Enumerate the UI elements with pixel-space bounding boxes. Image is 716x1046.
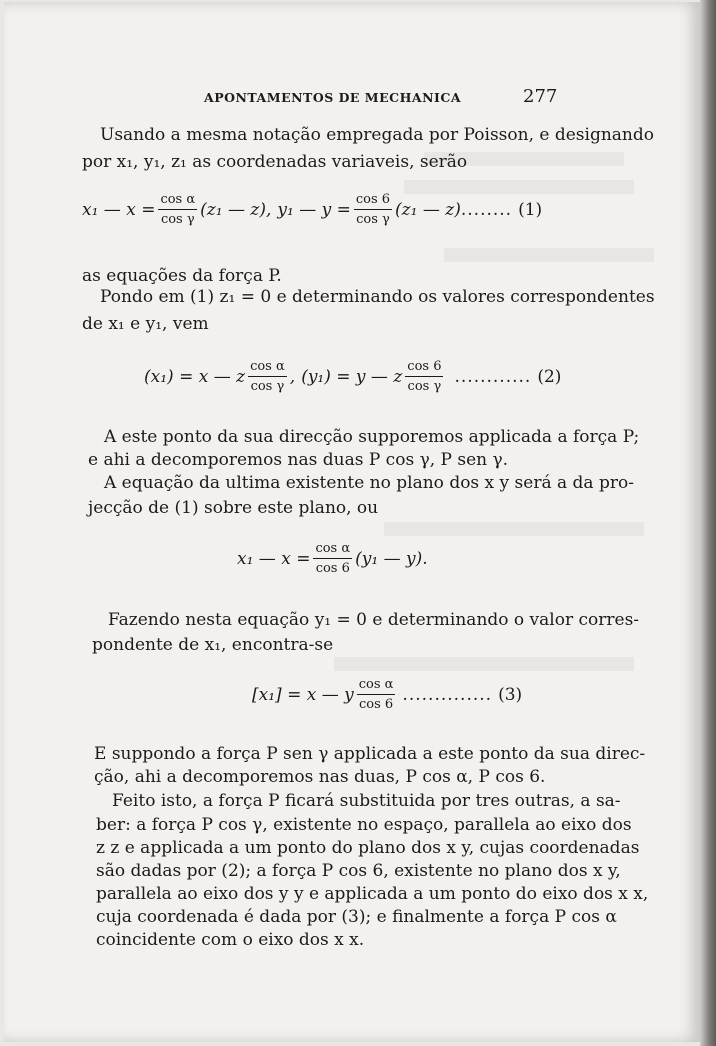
text-line: ber: a força P cos γ, existente no espaço, parallela ao eixo dos	[96, 815, 632, 835]
bleed-through	[384, 522, 644, 536]
eq4-number: (3)	[498, 684, 523, 705]
eq1-leader-dots: ........	[460, 199, 513, 220]
text-line: coincidente com o eixo dos x x.	[96, 930, 365, 950]
text-line: são dadas por (2); a força P cos 6, existente no plano dos x y,	[96, 861, 621, 881]
eq2-separator: ,	[289, 366, 296, 387]
eq2-leader-dots: ............	[454, 366, 532, 387]
running-head: APONTAMENTOS DE MECHANICA	[204, 90, 462, 105]
page-number: 277	[523, 86, 558, 107]
text-line: cuja coordenada é dada por (3); e finalmente a força P cos α	[96, 907, 617, 927]
eq1-f1-denominator: cos γ	[160, 212, 195, 227]
text-line: por x₁, y₁, z₁ as coordenadas variaveis, serão	[82, 152, 468, 172]
eq2-lhs1: (x₁) = x — z	[144, 366, 246, 387]
eq1-f2-denominator: cos γ	[356, 212, 390, 227]
eq4-fraction	[357, 677, 396, 712]
eq1-f2-numerator: cos 6	[354, 192, 392, 210]
text-line: z z e applicada a um ponto do plano dos x y, cujas coordenadas	[96, 838, 640, 858]
eq2-f1-denominator: cos γ	[250, 379, 285, 394]
text-line: A este ponto da sua direcção supporemos applicada a força P;	[104, 427, 640, 447]
equation-4	[252, 677, 522, 712]
equation-3	[237, 541, 428, 576]
text-line: Pondo em (1) z₁ = 0 e determinando os valores correspondentes	[100, 287, 655, 307]
eq1-f1-numerator: cos α	[158, 192, 197, 210]
eq4-numerator: cos α	[357, 677, 396, 695]
eq4-lhs: [x₁] = x — y	[252, 684, 354, 705]
eq3-fraction	[313, 541, 352, 576]
book-page	[4, 2, 700, 1042]
text-line: Fazendo nesta equação y₁ = 0 e determinando o valor corres-	[108, 610, 640, 630]
text-line: e ahi a decomporemos nas duas P cos γ, P sen γ.	[88, 450, 509, 470]
text-line: ção, ahi a decomporemos nas duas, P cos α, P cos 6.	[94, 767, 546, 787]
bleed-through	[334, 657, 634, 671]
page-edge-shadow	[700, 0, 716, 1046]
text-line: as equações da força P.	[82, 266, 282, 286]
eq2-fraction-2	[405, 359, 443, 394]
eq1-lhs2: y₁ — y =	[277, 199, 351, 220]
eq4-denominator: cos 6	[358, 697, 394, 712]
eq2-fraction-1	[248, 359, 287, 394]
eq1-fraction-2	[354, 192, 392, 227]
eq1-mid2: (z₁ — z)	[395, 199, 461, 220]
equation-2	[144, 359, 561, 394]
eq2-f2-denominator: cos γ	[407, 379, 442, 394]
eq2-number: (2)	[537, 366, 562, 387]
eq3-numerator: cos α	[313, 541, 352, 559]
bleed-through	[444, 248, 654, 262]
eq2-lhs2: (y₁) = y — z	[301, 366, 403, 387]
eq3-rhs: (y₁ — y).	[355, 548, 428, 569]
eq1-number: (1)	[518, 199, 543, 220]
eq4-leader-dots: ..............	[402, 684, 493, 705]
text-line: pondente de x₁, encontra-se	[92, 635, 334, 655]
text-line: A equação da ultima existente no plano dos x y será a da pro-	[104, 473, 634, 493]
eq1-lhs1: x₁ — x =	[82, 199, 156, 220]
eq3-lhs: x₁ — x =	[237, 548, 311, 569]
text-line: parallela ao eixo dos y y e applicada a um ponto do eixo dos x x,	[96, 884, 649, 904]
eq2-f1-numerator: cos α	[248, 359, 287, 377]
text-line: Usando a mesma notação empregada por Poisson, e designando	[100, 125, 655, 145]
text-line: Feito isto, a força P ficará substituida por tres outras, a sa-	[112, 791, 621, 811]
eq2-f2-numerator: cos 6	[405, 359, 443, 377]
eq3-denominator: cos 6	[315, 561, 350, 576]
eq1-mid1: (z₁ — z),	[200, 199, 272, 220]
text-line: de x₁ e y₁, vem	[82, 314, 209, 334]
text-line: jecção de (1) sobre este plano, ou	[88, 498, 379, 518]
text-line: E suppondo a força P sen γ applicada a este ponto da sua direc-	[94, 744, 646, 764]
eq1-fraction-1	[158, 192, 197, 227]
equation-1	[82, 192, 542, 227]
